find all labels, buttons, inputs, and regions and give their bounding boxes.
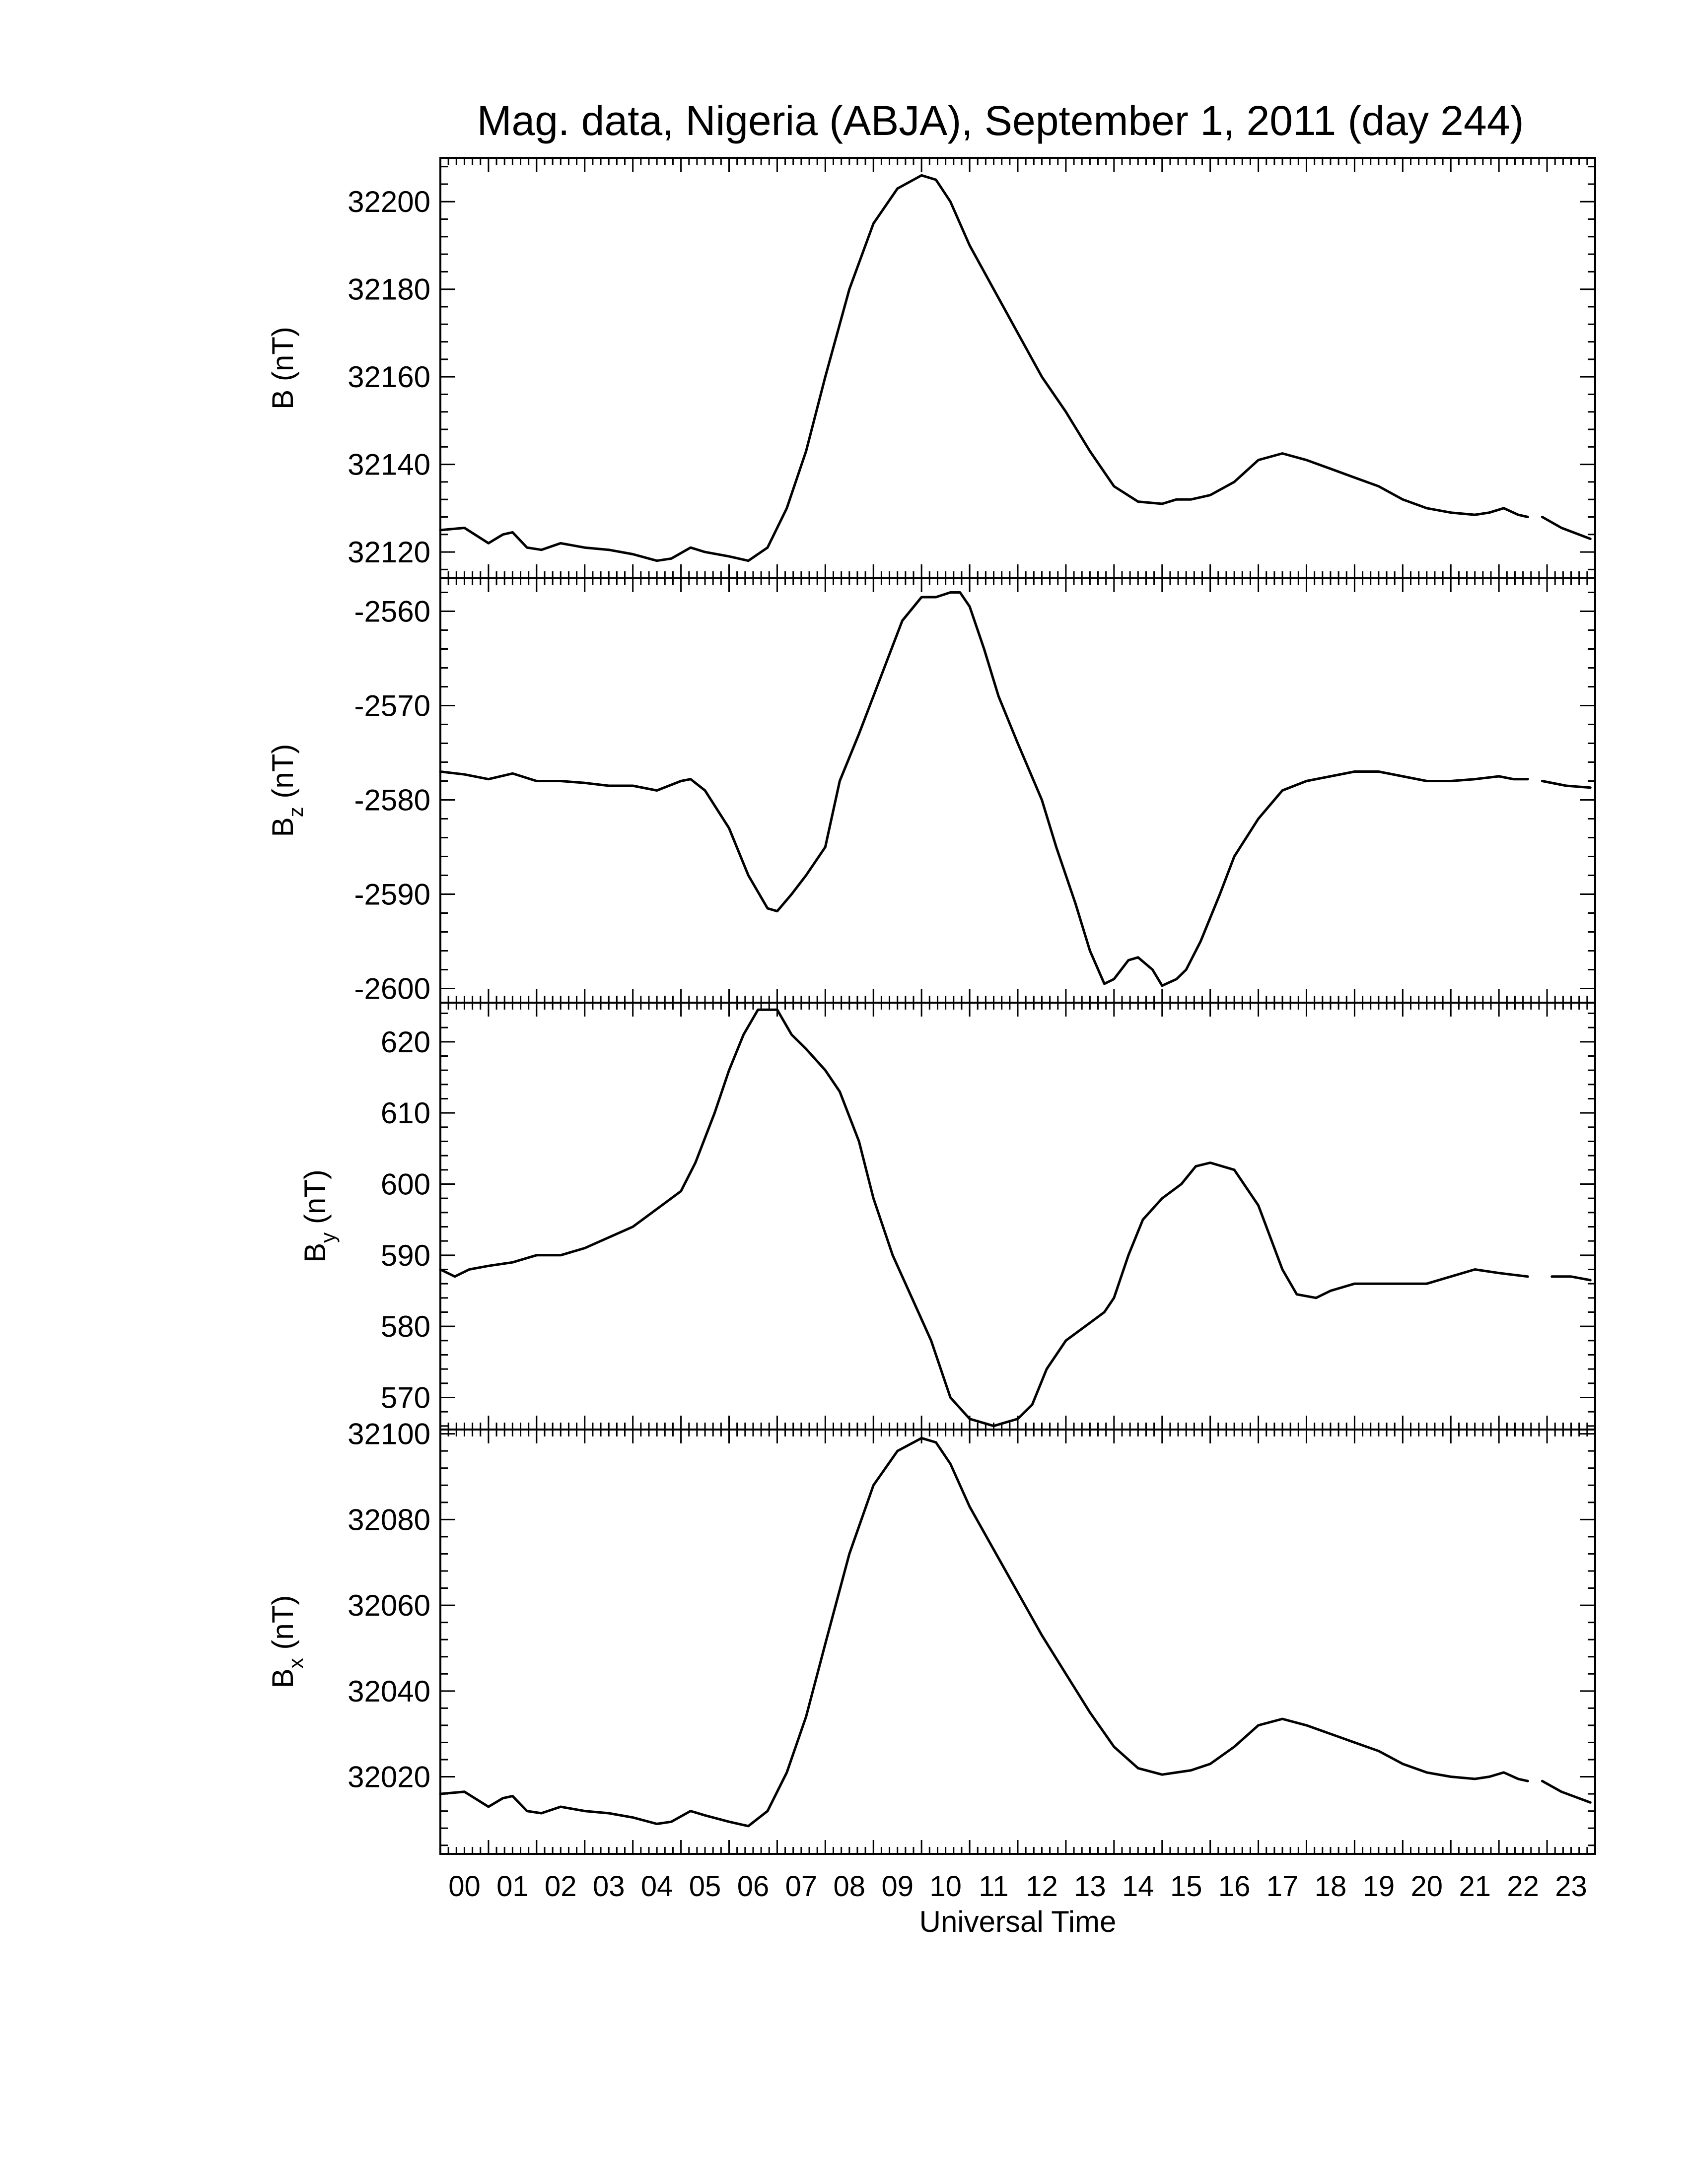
y-tick-label: 32200 — [348, 185, 430, 219]
x-tick-label: 01 — [496, 1870, 529, 1903]
x-tick-label: 04 — [640, 1870, 673, 1903]
x-tick-label: 03 — [592, 1870, 625, 1903]
x-tick-label: 12 — [1026, 1870, 1058, 1903]
x-tick-label: 21 — [1459, 1870, 1491, 1903]
x-tick-label: 10 — [929, 1870, 962, 1903]
y-tick-label: 32160 — [348, 360, 430, 394]
y-tick-label: 32100 — [348, 1417, 430, 1451]
x-tick-label: 19 — [1362, 1870, 1395, 1903]
x-tick-label: 09 — [881, 1870, 914, 1903]
x-tick-label: 18 — [1314, 1870, 1347, 1903]
x-tick-label: 02 — [545, 1870, 577, 1903]
x-tick-label: 13 — [1074, 1870, 1106, 1903]
y-axis-label-by: $B_y$ (nT) — [298, 1169, 340, 1263]
y-tick-label: -2580 — [354, 783, 430, 817]
x-tick-label: 17 — [1266, 1870, 1299, 1903]
y-tick-label: 32020 — [348, 1760, 430, 1794]
x-tick-label: 06 — [737, 1870, 770, 1903]
x-tick-label: 14 — [1122, 1870, 1154, 1903]
y-axis-label-bx: $B_x$ (nT) — [266, 1595, 307, 1689]
y-tick-label: 570 — [380, 1381, 430, 1415]
y-axis-label-b: B (nT) — [266, 327, 299, 410]
y-tick-label: 620 — [380, 1025, 430, 1059]
y-axis-label-bz: $B_z$ (nT) — [266, 744, 307, 837]
y-tick-label: -2600 — [354, 972, 430, 1006]
y-tick-label: 32120 — [348, 536, 430, 569]
y-tick-label: 580 — [380, 1310, 430, 1344]
chart-title: Mag. data, Nigeria (ABJA), September 1, 2011 (day 244) — [477, 97, 1524, 144]
y-tick-label: 610 — [380, 1096, 430, 1130]
x-tick-label: 07 — [785, 1870, 818, 1903]
y-tick-label: 590 — [380, 1238, 430, 1272]
x-tick-label: 15 — [1170, 1870, 1202, 1903]
y-tick-label: -2570 — [354, 689, 430, 723]
x-tick-label: 22 — [1507, 1870, 1539, 1903]
x-tick-label: 11 — [979, 1870, 1009, 1903]
y-tick-label: 32080 — [348, 1503, 430, 1537]
y-tick-label: 32040 — [348, 1674, 430, 1708]
x-tick-label: 08 — [833, 1870, 866, 1903]
x-tick-label: 16 — [1218, 1870, 1251, 1903]
y-tick-label: 32060 — [348, 1589, 430, 1623]
x-axis-label: Universal Time — [919, 1905, 1117, 1938]
x-tick-label: 23 — [1555, 1870, 1587, 1903]
x-tick-label: 00 — [448, 1870, 481, 1903]
y-tick-label: -2560 — [354, 595, 430, 628]
y-tick-label: 32140 — [348, 448, 430, 481]
y-tick-label: 32180 — [348, 273, 430, 306]
x-tick-label: 20 — [1410, 1870, 1443, 1903]
y-tick-label: -2590 — [354, 878, 430, 911]
x-tick-label: 05 — [689, 1870, 721, 1903]
y-tick-label: 600 — [380, 1167, 430, 1201]
